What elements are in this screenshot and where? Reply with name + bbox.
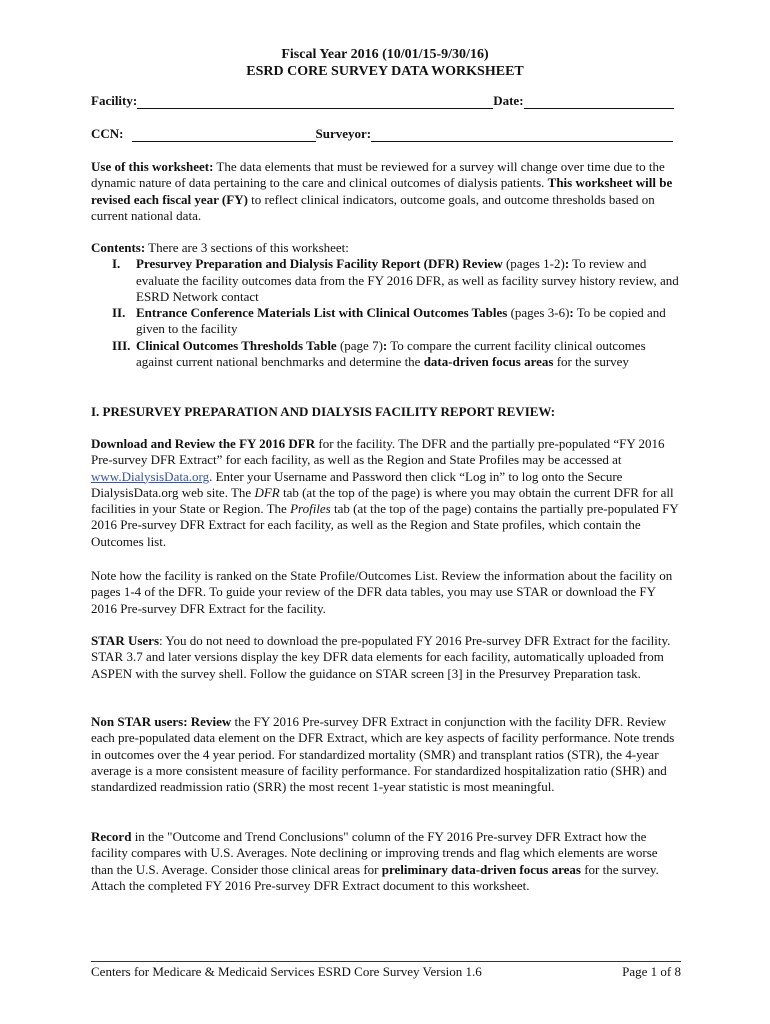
star-users-label: STAR Users xyxy=(91,633,160,648)
use-text-2: to reflect clinical indicators, outcome goals, and outcome thresholds based on current national data. xyxy=(91,191,655,223)
download-paragraph xyxy=(91,436,683,550)
contents-item-text-end: for the survey xyxy=(553,354,629,370)
contents-intro: There are 3 sections of this worksheet: xyxy=(145,240,349,255)
footer-page-number: Page 1 of 8 xyxy=(622,964,681,979)
use-paragraph xyxy=(91,159,683,224)
contents-item-bold-focus: data-driven focus areas xyxy=(423,354,554,370)
ccn-field[interactable] xyxy=(132,127,316,142)
nonstar-users-label: Non STAR users: Review xyxy=(91,714,232,729)
contents-item-title: Clinical Outcomes Thresholds Table xyxy=(136,337,337,353)
contents-item-title: Entrance Conference Materials List with Clinical Outcomes Tables xyxy=(136,305,508,321)
record-label: Record xyxy=(91,829,132,844)
record-bold-focus: preliminary data-driven focus areas xyxy=(381,861,581,877)
facility-date-row xyxy=(91,93,681,109)
download-text-2: . Enter your Username and Password then click “Log in” to log onto the Secure DialysisData.org web site. The xyxy=(91,468,623,500)
use-label: Use of this worksheet: xyxy=(91,159,214,174)
contents-item-1 xyxy=(91,256,683,305)
section-1-heading: I. PRESURVEY PREPARATION AND DIALYSIS FACILITY REPORT REVIEW: xyxy=(91,404,556,419)
nonstar-paragraph xyxy=(91,714,683,795)
contents-item-colon: : xyxy=(382,337,388,353)
contents-item-text: To be copied and given to the facility xyxy=(136,305,666,337)
surveyor-label: Surveyor: xyxy=(315,126,372,141)
record-text-1: in the "Outcome and Trend Conclusions" column of the FY 2016 Pre-survey DFR Extract how the facility compares with U.S. Averages. Note declining or improving trends and flag which elements are worse than the U.S. Average. Consider those clinical areas for xyxy=(91,829,658,877)
use-text-1: The data elements that must be reviewed for a survey will change over time due to the dynamic nature of data pertaining to the care and clinical outcomes of dialysis patients. xyxy=(91,159,665,191)
document-title xyxy=(0,46,770,80)
contents-item-pages: (page 7) xyxy=(336,337,383,353)
footer-left: Centers for Medicare & Medicaid Services ESRD Core Survey Version 1.6 xyxy=(91,964,482,979)
contents-item-2 xyxy=(91,305,683,338)
nonstar-text: the FY 2016 Pre-survey DFR Extract in conjunction with the facility DFR. Review each pre-populated data element on the DFR Extract, which are key aspects of facility performance. Note trends in outcomes over the 4 year period. For standardized mortality (SMR) and transplant ratios (STR), the 4-year average is a more consistent measure of facility performance. For standardized hospitalization ratio (SHR) and standardized readmission ratio (SRR) the most recent 1-year statistic is most meaningful. xyxy=(91,714,675,795)
contents-item-number: I. xyxy=(112,256,121,272)
star-text: : You do not need to download the pre-populated FY 2016 Pre-survey DFR Extract for the facility. STAR 3.7 and later versions display the key DFR data elements for each facility, automatically uploaded from ASPEN with the survey shell. Follow the guidance on STAR screen [3] in the Presurvey Preparation task. xyxy=(91,633,671,681)
ccn-label: CCN: xyxy=(91,126,124,141)
facility-label: Facility: xyxy=(91,93,138,108)
title-fiscal-year: Fiscal Year 2016 (10/01/15-9/30/16) xyxy=(281,47,489,62)
page-footer xyxy=(91,961,681,980)
contents-item-3 xyxy=(91,338,683,371)
note-paragraph xyxy=(91,568,683,617)
download-bold: Download and Review the FY 2016 DFR xyxy=(91,436,316,451)
contents-item-number: III. xyxy=(112,337,131,353)
download-text-4: tab (at the top of the page) contains the partially pre-populated FY 2016 Pre-survey DFR Extract for each facility, as well as the Region and State profiles, which contain the Outcomes list. xyxy=(91,501,679,549)
download-text-1: for the facility. The DFR and the partially pre-populated “FY 2016 Pre-survey DFR Extract” for each facility, as well as the Region and State Profiles may be accessed at xyxy=(91,436,665,468)
contents-item-title: Presurvey Preparation and Dialysis Facility Report (DFR) Review xyxy=(136,256,503,272)
contents-item-pages: (pages 3-6) xyxy=(507,305,570,321)
download-text-3: tab (at the top of the page) is where you may obtain the current DFR for all facilities in your State or Region. The xyxy=(91,484,674,517)
contents-list xyxy=(91,256,683,370)
contents-item-colon: : xyxy=(564,256,570,272)
dialysisdata-link[interactable]: www.DialysisData.org xyxy=(91,468,210,484)
contents-item-number: II. xyxy=(112,305,126,321)
profiles-tab-italic: Profiles xyxy=(290,501,331,517)
contents-item-colon: : xyxy=(569,305,574,321)
ccn-surveyor-row xyxy=(91,126,681,142)
facility-field[interactable] xyxy=(137,94,493,109)
date-label: Date: xyxy=(493,93,524,108)
contents-item-pages: (pages 1-2) xyxy=(502,256,565,272)
title-worksheet: ESRD CORE SURVEY DATA WORKSHEET xyxy=(246,64,524,79)
surveyor-field[interactable] xyxy=(371,127,673,142)
dfr-tab-italic: DFR xyxy=(254,484,280,500)
contents-item-text: To compare the current facility clinical outcomes against current national benchmarks and determine the xyxy=(136,337,646,370)
contents-label: Contents: xyxy=(91,240,146,255)
use-bold: This worksheet will be revised each fiscal year (FY) xyxy=(91,175,673,207)
record-text-2: for the survey. Attach the completed FY 2016 Pre-survey DFR Extract document to this worksheet. xyxy=(91,861,659,893)
star-paragraph xyxy=(91,633,683,682)
date-field[interactable] xyxy=(524,94,674,109)
contents-item-text: To review and evaluate the facility outcomes data from the FY 2016 DFR, as well as facility survey history review, and ESRD Network contact xyxy=(136,256,679,304)
note-text: Note how the facility is ranked on the State Profile/Outcomes List. Review the information about the facility on pages 1-4 of the DFR. To guide your review of the DFR data tables, you may use STAR or download the FY 2016 Pre-survey DFR Extract for the facility. xyxy=(91,568,673,616)
contents-block xyxy=(91,240,683,370)
record-paragraph xyxy=(91,829,683,894)
